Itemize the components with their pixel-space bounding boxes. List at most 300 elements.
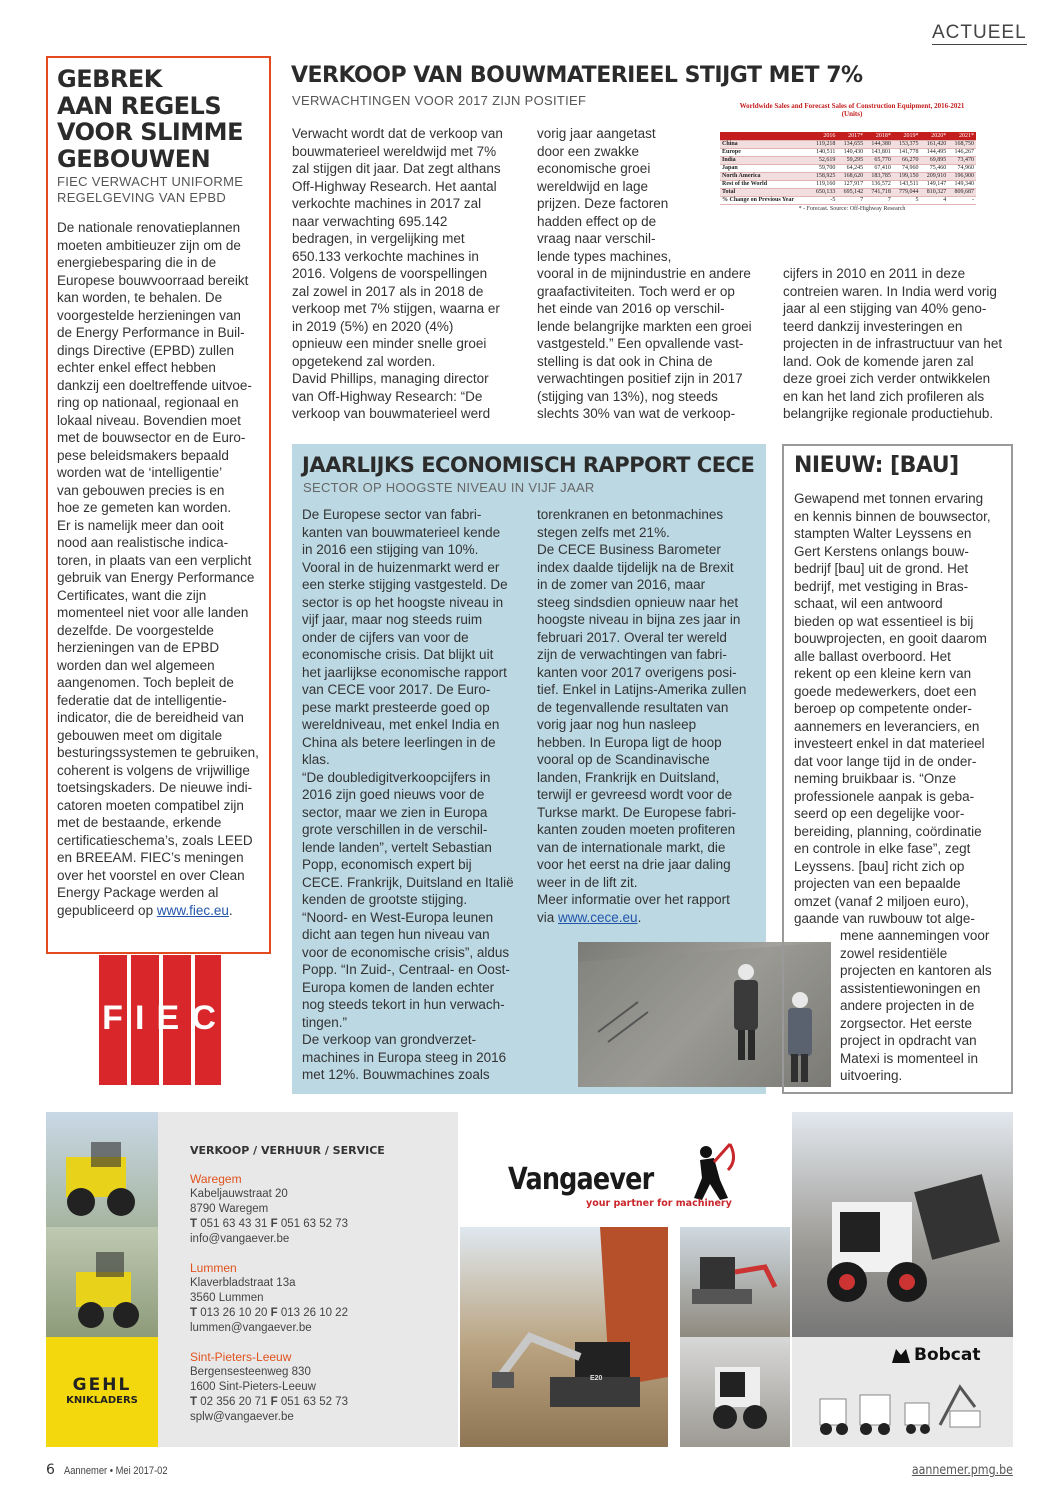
text: .	[228, 902, 233, 918]
table-cell: 153,375	[893, 140, 921, 148]
text-line: Popp. “In Zuid-, Centraal- en Oost-	[302, 962, 510, 977]
publication: Aannemer • Mei 2017-02	[64, 1465, 168, 1477]
text-line: echter enkel effect hebben	[57, 360, 216, 375]
text-line: jaar al een stijging van 40% geno-	[783, 301, 987, 316]
bau-body	[794, 490, 1010, 928]
left-article-title	[57, 66, 267, 172]
table-header-cell	[720, 132, 810, 140]
text-line: en controle in elke fase”, zegt	[794, 841, 971, 856]
gehl-logo	[46, 1337, 158, 1447]
phone: 013 26 10 20	[200, 1307, 268, 1319]
text-line: cijfers in 2010 en 2011 in deze	[783, 266, 966, 281]
text-line: zal zowel in 2017 als in 2018 de	[292, 283, 484, 299]
table-row	[720, 164, 976, 172]
text-line: opnieuw een minder snelle groei	[292, 336, 487, 351]
footer	[46, 1462, 1013, 1482]
table-cell: Total	[720, 188, 810, 196]
text-line: vastgesteld.” Een opvallende vast-	[537, 336, 744, 351]
location-email[interactable]: lummen@vangaever.be	[190, 1322, 312, 1334]
text-line: wereldwijd en lage	[537, 178, 649, 194]
text-line: certificatieschema’s, zoals LEED	[57, 832, 253, 848]
text-line: nood aan realistische indica-	[57, 535, 229, 550]
table-cell: 183,785	[865, 172, 893, 180]
text-line: dat voor lange tijd in de onder-	[794, 753, 977, 769]
title-line: AAN REGELS	[57, 91, 222, 120]
table-cell: % Change on Previous Year	[720, 196, 810, 204]
table-cell: 209,910	[921, 172, 949, 180]
table-cell: 149,340	[948, 180, 976, 188]
text-line: het einde van 2016 op verschil-	[537, 301, 725, 316]
text-line: met de bestaande, erkende	[57, 815, 222, 830]
table-cell: 809,687	[948, 188, 976, 196]
text-line: David Phillips, managing director	[292, 371, 489, 386]
text-line: worden wat de ‘intelligentie’	[57, 465, 223, 480]
text-line: verkoop van bouwmaterieel werd	[292, 406, 491, 421]
location-block	[190, 1350, 430, 1425]
text-line: torenkranen en betonmachines	[537, 507, 724, 522]
vangaever-logo	[508, 1140, 778, 1220]
phone: 051 63 43 31	[200, 1218, 268, 1230]
left-article-subtitle	[57, 174, 267, 206]
text-line: beroep op competente onder-	[794, 701, 972, 716]
text-line: in de zomer van 2016, maar	[537, 577, 706, 592]
table-cell: North America	[720, 172, 810, 180]
table-cell: 75,460	[921, 164, 949, 172]
text-line: prijzen. Deze factoren	[537, 196, 669, 211]
location-street: Bergensesteenweg 830	[190, 1366, 311, 1378]
table-cell: Europe	[720, 148, 810, 156]
text-line: de Energy Performance in Buil-	[57, 325, 245, 340]
title-line: GEBOUWEN	[57, 144, 211, 173]
table-cell: 141,778	[893, 148, 921, 156]
text-line: professionele aanpak is geba-	[794, 788, 975, 804]
text-line: Europese bouwvoorraad bereikt	[57, 272, 249, 288]
table-cell: 168,620	[837, 172, 865, 180]
main-col2b	[537, 265, 777, 423]
text-line: herzieningen van de EPBD	[57, 640, 220, 655]
text-line: CECE. Frankrijk, Duitsland en Italië	[302, 874, 514, 890]
table-cell: 4	[921, 196, 949, 204]
text-line: Certificates, want die zijn	[57, 587, 207, 603]
text-line: stelling is dat ook in China de	[537, 353, 713, 369]
title-line: GEBREK	[57, 65, 162, 93]
text-line: bouwmaterieel wereldwijd met 7%	[292, 143, 497, 159]
text-line: omzet (vanaf 2 miljoen euro),	[794, 893, 969, 909]
table-cell: Rest of the World	[720, 180, 810, 188]
location-city: 3560 Lummen	[190, 1292, 264, 1304]
text-line: Verwacht wordt dat de verkoop van	[292, 126, 503, 141]
phone-label: T	[190, 1307, 198, 1319]
location-street: Klaverbladstraat 13a	[190, 1277, 296, 1289]
text: .	[637, 910, 642, 925]
text-line: Er is namelijk meer dan ooit	[57, 517, 224, 533]
text-line: index daalde tijdelijk na de Brexit	[537, 559, 734, 575]
table-cell: 64,245	[837, 164, 865, 172]
location-name: Waregem	[190, 1172, 242, 1186]
text-line: terwijl er gevreesd wordt voor de	[537, 787, 733, 802]
text-line: met de bouwsector en de Euro-	[57, 430, 246, 445]
text-line: weer in de lift zit.	[537, 874, 638, 890]
text-line: 2016 zijn goed nieuws voor de	[302, 787, 485, 802]
text-line: De verkoop van grondverzet-	[302, 1032, 477, 1047]
text-line: deze groei zich verder ontwikkelen	[783, 371, 991, 386]
text-line: vorig jaar nog hun nasleep	[537, 717, 697, 732]
text: via	[537, 910, 559, 925]
table-cell: 168,750	[948, 140, 976, 148]
table-cell: 119,160	[810, 180, 838, 188]
table-cell: 149,147	[921, 180, 949, 188]
text-line: pese beleidsmakers bepaald	[57, 447, 229, 463]
text-line: dezelfde. De voorgestelde	[57, 622, 214, 638]
text-line: vorig jaar aangetast	[537, 126, 656, 141]
text-line: goede medewerkers, doet een	[794, 683, 977, 699]
text-line: gebruik van Energy Performance	[57, 570, 255, 585]
text-line: aannemers en leveranciers, en	[794, 718, 980, 734]
fiec-logo: F I E C	[97, 955, 223, 1085]
fax-label: F	[270, 1218, 278, 1230]
text-line: landen, Frankrijk en Duitsland,	[537, 769, 720, 785]
table-cell: 66,270	[893, 156, 921, 164]
text-line: steeg sindsdien opnieuw naar het	[537, 594, 739, 610]
ad-photo-bobcat	[792, 1112, 1013, 1337]
table-cell: 144,495	[921, 148, 949, 156]
table-cell: 161,420	[921, 140, 949, 148]
text-line: lokaal niveau. Bovendien moet	[57, 412, 241, 428]
text-line: kanten zouden moeten profiteren	[537, 822, 736, 837]
text-line: lende belangrijke markten een groei	[537, 318, 752, 334]
table-header-row	[720, 132, 976, 140]
table-cell: 127,917	[837, 180, 865, 188]
text-line: momenteel niet voor alle landen	[57, 605, 249, 620]
text-line: sector is op het hoogste niveau in	[302, 594, 504, 610]
machine-model: E20	[590, 1375, 603, 1382]
table-cell: 52,619	[810, 156, 838, 164]
text-line: klas.	[302, 752, 330, 767]
bobcat-panel	[792, 1337, 1013, 1447]
table-row	[720, 188, 976, 196]
location-city: 8790 Waregem	[190, 1203, 269, 1215]
ad-photo-mini-excavator	[680, 1227, 790, 1337]
text-line: door een zwakke	[537, 143, 640, 159]
table-header-cell: 2016	[810, 132, 838, 140]
text-line: dings Directive (EPBD) zullen	[57, 342, 235, 358]
bobcat-logo	[890, 1345, 980, 1365]
table-cell: India	[720, 156, 810, 164]
table-cell: Japan	[720, 164, 810, 172]
text-line: lende types machines,	[537, 248, 672, 264]
text-line: belangrijke regionale productiehub.	[783, 406, 994, 421]
text-line: 2016. Volgens de voorspellingen	[292, 266, 488, 281]
text-line: vooral in de mijnindustrie en andere	[537, 266, 751, 281]
text-line: van CECE voor 2017. De Euro-	[302, 682, 491, 697]
text-line: projecten in de infrastructuur van het	[783, 336, 1003, 351]
table-cell: 119,218	[810, 140, 838, 148]
table-cell: 136,572	[865, 180, 893, 188]
table-cell: 134,655	[837, 140, 865, 148]
text-line: gebouwen meet om digitale	[57, 727, 223, 743]
text-line: worden dan wel algemeen	[57, 657, 215, 673]
fax-label: F	[270, 1307, 278, 1319]
location-phone-line	[190, 1395, 430, 1410]
text-line: pese markt presteerde goed op	[302, 699, 490, 715]
table-cell: 143,511	[893, 180, 921, 188]
table-cell: 158,925	[810, 172, 838, 180]
text-line: land. Ook de komende jaren zal	[783, 353, 974, 369]
bobcat-logo-text: Bobcat	[914, 1345, 981, 1365]
table-cell: 146,267	[948, 148, 976, 156]
text-line: Gert Kerstens onlangs bouw-	[794, 543, 969, 559]
text-line: stegen zelfs met 21%.	[537, 524, 670, 540]
gehl-logo-text: GEHL	[72, 1375, 132, 1395]
table-cell: 199,150	[893, 172, 921, 180]
text-line: Turkse markt. De Europese fabri-	[537, 804, 737, 820]
text-line: opgetekend zal worden.	[292, 353, 436, 369]
text-line: hebben. In Europa ligt de hoop	[537, 734, 722, 750]
locations	[190, 1172, 430, 1439]
text-line: bieden op wat essentieel is bij	[794, 613, 974, 629]
table-cell: 59,295	[837, 156, 865, 164]
text-line: “De doubledigitverkoopcijfers in	[302, 769, 491, 785]
text-line: bedragen, in vergelijking met	[292, 231, 465, 246]
main-article-subtitle: VERWACHTINGEN VOOR 2017 ZIJN POSITIEF	[292, 93, 587, 108]
text-line: Europa komen de landen echter	[302, 979, 495, 995]
location-name: Sint-Pieters-Leeuw	[190, 1350, 292, 1364]
main-col1	[292, 125, 532, 423]
text-line: met 12%. Bouwmachines zoals	[302, 1067, 490, 1082]
table-cell: 695,142	[837, 188, 865, 196]
table-cell: 140,430	[837, 148, 865, 156]
text-line: in 2019 (5%) en 2020 (4%)	[292, 318, 454, 334]
text-line: kan worden, te behalen. De	[57, 290, 223, 305]
text-line: Matexi is momenteel in	[840, 1050, 979, 1066]
text-line: moeten ambitieuzer zijn om de	[57, 237, 241, 253]
text-line: hoe ze gemeten kan worden.	[57, 500, 232, 515]
cece-link-line	[537, 909, 641, 927]
ad-photo-excavator	[460, 1227, 668, 1447]
text-line: federatie dat de intelligentie-	[57, 692, 227, 708]
table-row	[720, 140, 976, 148]
ad-section	[46, 1112, 1013, 1447]
text-line: en BREEAM. FIEC’s meningen	[57, 850, 244, 865]
table-header-cell: 2019*	[893, 132, 921, 140]
table-cell: 5	[893, 196, 921, 204]
location-email[interactable]: splw@vangaever.be	[190, 1411, 294, 1423]
table-header-cell: 2017*	[837, 132, 865, 140]
fax: 051 63 52 73	[280, 1218, 348, 1230]
main-col3	[783, 265, 1023, 423]
table-header-cell: 2018*	[865, 132, 893, 140]
text-line: van gebouwen precies is en	[57, 482, 225, 498]
ad-heading: VERKOOP / VERHUUR / SERVICE	[190, 1144, 385, 1157]
table-row	[720, 172, 976, 180]
subtitle-line: REGELGEVING VAN EPBD	[57, 190, 227, 205]
text-line: zijn de verwachtingen van fabri-	[537, 647, 727, 662]
text-line: verkochte machines in 2017 zal	[292, 196, 482, 211]
main-article-title: VERKOOP VAN BOUWMATERIEEL STIJGT MET 7%	[291, 63, 863, 88]
cece-col2	[537, 506, 763, 909]
text-line: De CECE Business Barometer	[537, 542, 721, 557]
text-line: vraag naar verschil-	[537, 231, 656, 246]
location-name: Lummen	[190, 1261, 237, 1275]
bau-body-indent	[840, 927, 1010, 1085]
text-line: gaande van ruwbouw tot alge-	[794, 911, 975, 926]
text-line: ring op nationaal, regionaal en	[57, 395, 239, 410]
location-phone-line	[190, 1306, 430, 1321]
text-line: het jaarlijkse economische rapport	[302, 664, 507, 680]
table-cell: 140,511	[810, 148, 838, 156]
text-line: neming bruikbaar is. “Onze	[794, 771, 957, 786]
site-link[interactable]: aannemer.pmg.be	[911, 1463, 1013, 1478]
cece-link[interactable]: www.cece.eu	[558, 910, 638, 925]
text-line: toetsingskaders. De nieuwe indi-	[57, 780, 253, 795]
text-line: verwachtingen positief zijn in 2017	[537, 371, 743, 386]
location-block	[190, 1172, 430, 1247]
text-line: Popp, economisch expert bij	[302, 857, 472, 872]
table-row	[720, 196, 976, 204]
text-line: lende landen”, vertelt Sebastian	[302, 839, 492, 855]
text-line: besturingssystemen te gebruiken,	[57, 745, 259, 760]
text-line: aangenomen. Toch bepleit de	[57, 675, 234, 690]
text-line: De Europese sector van fabri-	[302, 507, 482, 522]
text-line: bedrijf [bau] uit de grond. Het	[794, 561, 969, 576]
ad-photo-skid-loader	[680, 1337, 790, 1447]
sales-table-footnote: * - Forecast. Source: Off-Highway Research	[798, 205, 906, 212]
text: gepubliceerd op	[57, 902, 157, 918]
table-cell: -	[948, 196, 976, 204]
phone-label: T	[190, 1396, 198, 1408]
text-line: bouwprojecten, en gooit daarom	[794, 631, 987, 646]
table-cell: 74,960	[893, 164, 921, 172]
text-line: economische groei	[537, 161, 651, 176]
table-cell: 74,960	[948, 164, 976, 172]
text-line: februari 2017. Overal ter wereld	[537, 629, 727, 645]
left-article-body	[57, 219, 267, 902]
text-line: China als betere leerlingen in de	[302, 734, 496, 750]
text-line: onder de cijfers van voor de	[302, 629, 469, 645]
text-line: vijf jaar, maar nog steeds ruim	[302, 612, 483, 627]
text-line: de tegenvallende resultaten van	[537, 699, 729, 715]
table-cell: 144,380	[865, 140, 893, 148]
location-block	[190, 1261, 430, 1336]
text-line: mene aannemingen voor	[840, 928, 990, 943]
text-line: hoogste niveau in bijna zes jaar in	[537, 612, 741, 627]
text-line: over het voorstel en over Clean	[57, 867, 245, 883]
text-line: energiebesparing die in de	[57, 255, 217, 270]
sales-table	[720, 132, 976, 205]
text-line: toren, in plaats van een verplicht	[57, 552, 252, 568]
table-header-cell: 2020*	[921, 132, 949, 140]
text-line: graafactiviteiten. Toch werd er op	[537, 283, 735, 299]
text-line: sector, maar we zien in Europa	[302, 804, 488, 820]
text-line: kanten voor 2017 overigens posi-	[537, 664, 737, 680]
text-line: in 2016 een stijging van 10%.	[302, 542, 479, 557]
text-line: tief. Enkel in Latijns-Amerika zullen	[537, 682, 747, 697]
text-line: nog steeds tekort in hun verwach-	[302, 997, 505, 1012]
text-line: economische crisis. Dat blijkt uit	[302, 647, 494, 662]
section-label: ACTUEEL	[932, 22, 1027, 43]
text-line: zowel residentiële	[840, 945, 948, 961]
text-line: vooral op de Scandinavische	[537, 752, 710, 767]
text-line: wereldniveau, met enkel India en	[302, 717, 500, 732]
text-line: uitvoering.	[840, 1068, 903, 1083]
sales-table-units: (Units)	[841, 110, 863, 118]
text-line: voorgestelde herzieningen van	[57, 307, 241, 323]
text-line: Leyssens. [bau] richt zich op	[794, 858, 965, 874]
location-city: 1600 Sint-Pieters-Leeuw	[190, 1381, 316, 1393]
tagline: your partner for machinery	[586, 1198, 732, 1209]
table-cell: 67,410	[865, 164, 893, 172]
fax: 051 63 52 73	[280, 1396, 348, 1408]
cece-title: JAARLIJKS ECONOMISCH RAPPORT CECE	[302, 453, 755, 477]
ad-photo-gehl-2	[46, 1227, 158, 1337]
text-line: zorgsector. Het eerste	[840, 1015, 973, 1031]
brand-name: Vangaever	[508, 1162, 654, 1197]
bau-title: NIEUW: [BAU]	[794, 453, 959, 478]
text-line: (stijging van 13%), nog steeds	[537, 388, 718, 404]
text-line: grote verschillen in de verschil-	[302, 822, 488, 837]
table-cell: China	[720, 140, 810, 148]
text-line: Gewapend met tonnen ervaring	[794, 491, 984, 506]
location-email[interactable]: info@vangaever.be	[190, 1233, 290, 1245]
phone-label: T	[190, 1218, 198, 1230]
text-line: teerd dankzij investeringen en	[783, 318, 963, 334]
text-line: zal stijgen dit jaar. Dat zegt althans	[292, 161, 501, 176]
text-line: De nationale renovatieplannen	[57, 220, 241, 235]
text-line: project in opdracht van	[840, 1033, 977, 1048]
text-line: alle ballast overboord. Het	[794, 648, 951, 664]
table-cell: 810,327	[921, 188, 949, 196]
cece-col1	[302, 506, 522, 1084]
table-cell: 650,133	[810, 188, 838, 196]
page-number: 6	[46, 1462, 55, 1478]
table-cell: 779,044	[893, 188, 921, 196]
text-line: en kan het land zich profileren als	[783, 388, 985, 404]
text-line: schaat, wil een antwoord	[794, 596, 943, 611]
text-line: dankzij een doeltreffende uitvoe-	[57, 377, 252, 393]
fax: 013 26 10 22	[280, 1307, 348, 1319]
location-phone-line	[190, 1217, 430, 1232]
cece-subtitle: SECTOR OP HOOGSTE NIVEAU IN VIJF JAAR	[303, 480, 595, 495]
text-line: van de internationale markt, die	[537, 839, 726, 855]
text-line: naar verwachting 695.142	[292, 213, 448, 229]
fiec-link[interactable]: www.fiec.eu	[156, 902, 229, 918]
table-cell: 143,801	[865, 148, 893, 156]
text-line: bereiding, planning, coördinatie	[794, 823, 982, 839]
table-header-cell: 2021*	[948, 132, 976, 140]
sales-table-title: Worldwide Sales and Forecast Sales of Construction Equipment, 2016-2021	[739, 102, 965, 110]
table-row	[720, 180, 976, 188]
text-line: voor de economische crisis”, aldus	[302, 944, 510, 960]
main-col2a	[537, 125, 707, 265]
text-line: assistentiewoningen en	[840, 980, 981, 996]
text-line: projecten en kantoren als	[840, 963, 992, 978]
left-article	[57, 66, 267, 919]
text-line: seerd op een degelijke voor-	[794, 806, 965, 821]
text-line: machines in Europa steeg in 2016	[302, 1049, 507, 1065]
text-line: hadden effect op de	[537, 213, 657, 229]
text-line: stampten Walter Leyssens en	[794, 526, 972, 541]
text-line: investeert enkel in dat materieel	[794, 736, 985, 751]
table-row	[720, 156, 976, 164]
table-cell: 196,900	[948, 172, 976, 180]
text-line: rekent op een kleine kern van	[794, 666, 972, 681]
subtitle-line: FIEC VERWACHT UNIFORME	[57, 174, 244, 189]
table-cell: 73,470	[948, 156, 976, 164]
title-line: VOOR SLIMME	[57, 118, 243, 146]
text-line: tingen.”	[302, 1014, 348, 1030]
text-line: 650.133 verkochte machines in	[292, 248, 479, 264]
table-cell: 59,700	[810, 164, 838, 172]
